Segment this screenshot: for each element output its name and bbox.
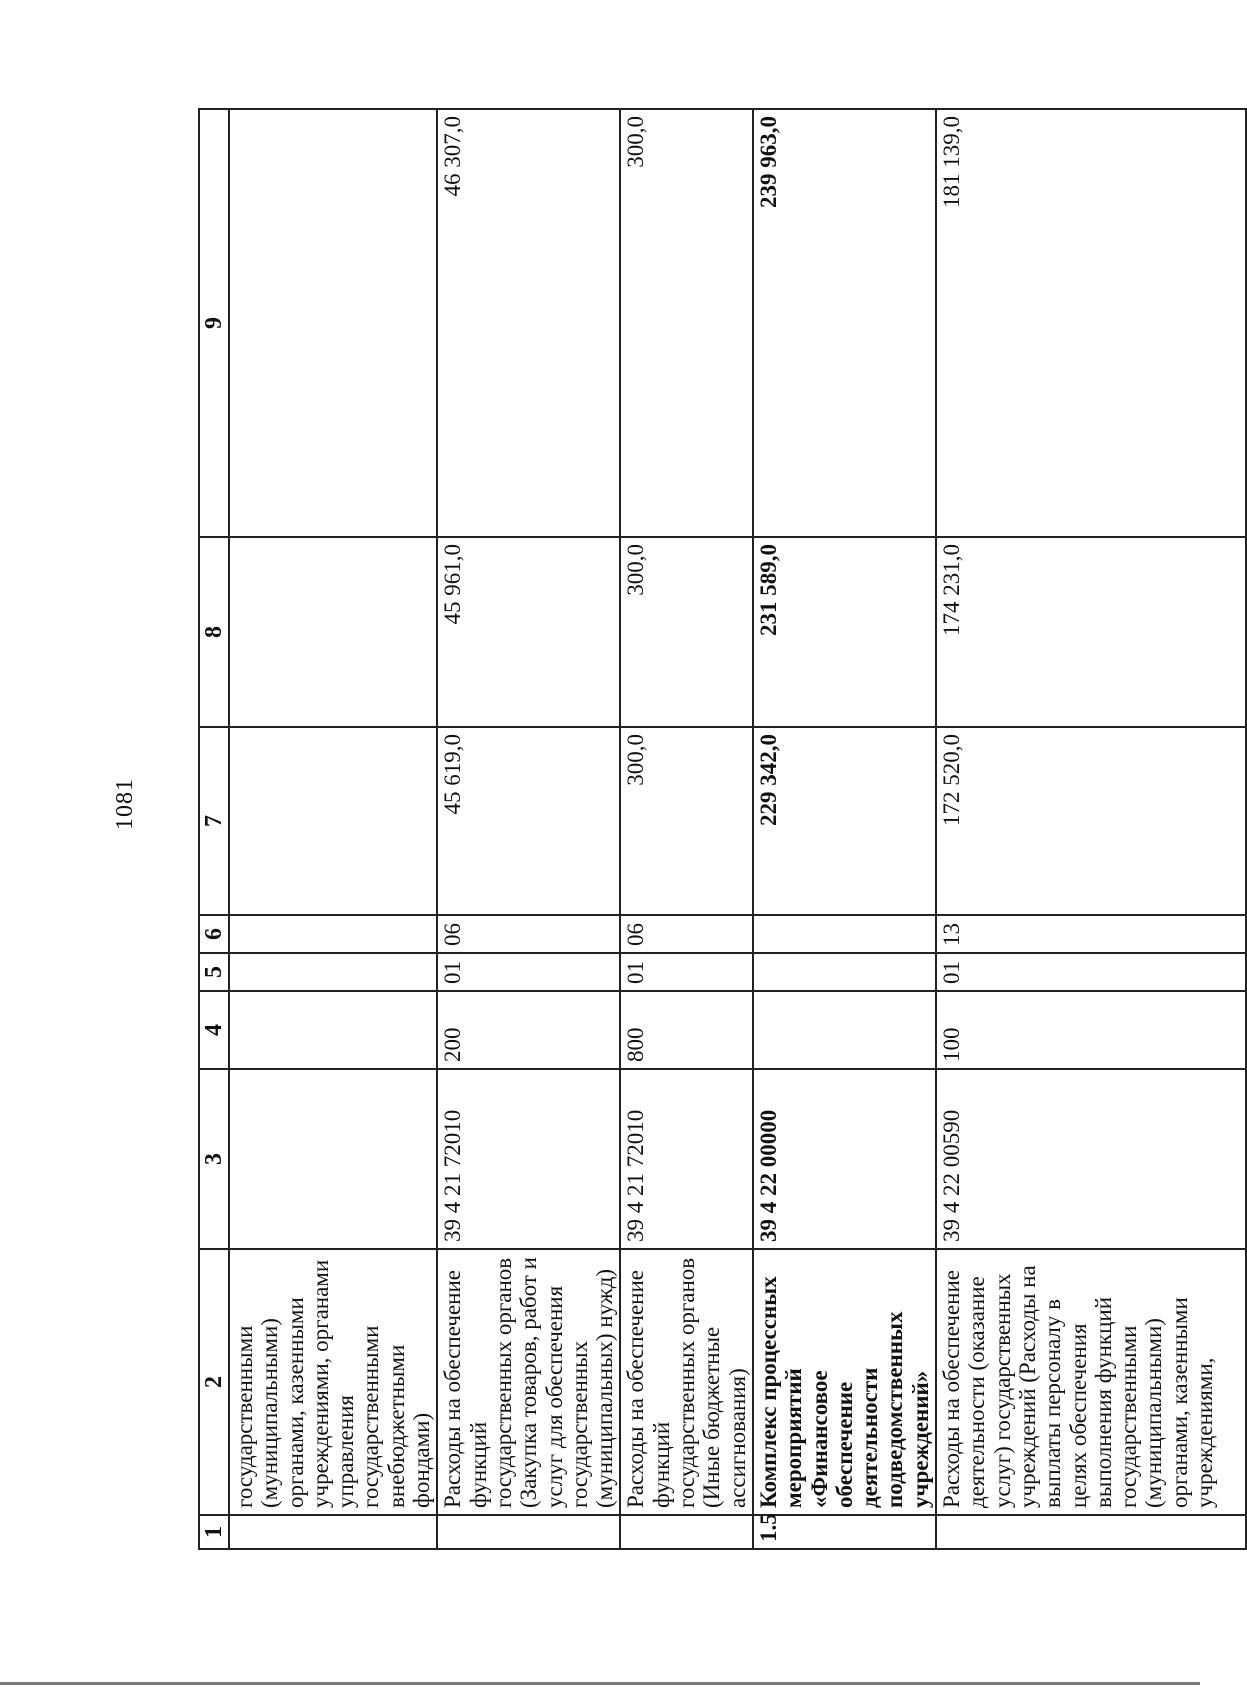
cell-expense-type: 100	[936, 991, 1246, 1069]
col-header-3: 3	[199, 1069, 229, 1249]
cell-expense-type	[753, 991, 936, 1069]
cell-code: 39 4 22 00000	[753, 1069, 936, 1249]
cell-code: 39 4 22 00590	[936, 1069, 1246, 1249]
header-row	[199, 109, 229, 1549]
cell-year1: 45 619,0	[437, 727, 620, 915]
cell-year2: 231 589,0	[753, 537, 936, 727]
cell-year3: 181 139,0	[936, 109, 1246, 537]
col-header-6: 6	[199, 915, 229, 953]
cell-subsection: 06	[620, 915, 752, 953]
cell-expense-type	[229, 991, 437, 1069]
table-row	[437, 109, 620, 1549]
col-header-1: 1	[199, 1515, 229, 1549]
table-row	[936, 109, 1246, 1549]
page-number: 1081	[112, 778, 138, 830]
col-header-9: 9	[199, 109, 229, 537]
cell-section: 01	[936, 953, 1246, 991]
cell-name: Расходы на обеспечение функций государственных органов (Закупка товаров, работ и услуг для обеспечения государственных (муниципальных) нужд)	[437, 1249, 620, 1515]
cell-year3: 300,0	[620, 109, 752, 537]
cell-code: 39 4 21 72010	[437, 1069, 620, 1249]
cell-year3	[229, 109, 437, 537]
cell-code: 39 4 21 72010	[620, 1069, 752, 1249]
cell-number	[620, 1515, 752, 1549]
col-header-5: 5	[199, 953, 229, 991]
cell-subsection: 06	[437, 915, 620, 953]
scan-edge-line	[0, 1682, 1200, 1685]
cell-year3: 46 307,0	[437, 109, 620, 537]
cell-section	[753, 953, 936, 991]
cell-year2: 174 231,0	[936, 537, 1246, 727]
cell-expense-type: 800	[620, 991, 752, 1069]
cell-number	[437, 1515, 620, 1549]
table-row-section	[753, 109, 936, 1549]
cell-year2: 45 961,0	[437, 537, 620, 727]
cell-year1: 300,0	[620, 727, 752, 915]
cell-year2: 300,0	[620, 537, 752, 727]
cell-year1: 172 520,0	[936, 727, 1246, 915]
cell-section	[229, 953, 437, 991]
cell-number: 1.5	[753, 1515, 936, 1549]
cell-name: Комплекс процессных мероприятий «Финансовое обеспечение деятельности подведомственных учреждений»	[753, 1249, 936, 1515]
cell-name: Расходы на обеспечение функций государственных органов (Иные бюджетные ассигнования)	[620, 1249, 752, 1515]
cell-section: 01	[437, 953, 620, 991]
cell-code	[229, 1069, 437, 1249]
cell-expense-type: 200	[437, 991, 620, 1069]
cell-year1: 229 342,0	[753, 727, 936, 915]
cell-number	[936, 1515, 1246, 1549]
cell-section: 01	[620, 953, 752, 991]
col-header-2: 2	[199, 1249, 229, 1515]
cell-name: Расходы на обеспечение деятельности (оказание услуг) государственных учреждений (Расходы на выплаты персоналу в целях обеспечения выполнения функций государственными (муниципальными) органами, казенными учреждениями,	[936, 1249, 1246, 1515]
budget-table	[198, 108, 1247, 1550]
col-header-8: 8	[199, 537, 229, 727]
rotated-table-container	[198, 110, 1217, 1550]
cell-year2	[229, 537, 437, 727]
cell-year3: 239 963,0	[753, 109, 936, 537]
cell-subsection: 13	[936, 915, 1246, 953]
cell-number	[229, 1515, 437, 1549]
table-row	[229, 109, 437, 1549]
cell-name: государственными (муниципальными) органами, казенными учреждениями, органами управления государственными внебюджетными фондами)	[229, 1249, 437, 1515]
col-header-7: 7	[199, 727, 229, 915]
cell-subsection	[753, 915, 936, 953]
cell-subsection	[229, 915, 437, 953]
cell-year1	[229, 727, 437, 915]
col-header-4: 4	[199, 991, 229, 1069]
table-row	[620, 109, 752, 1549]
